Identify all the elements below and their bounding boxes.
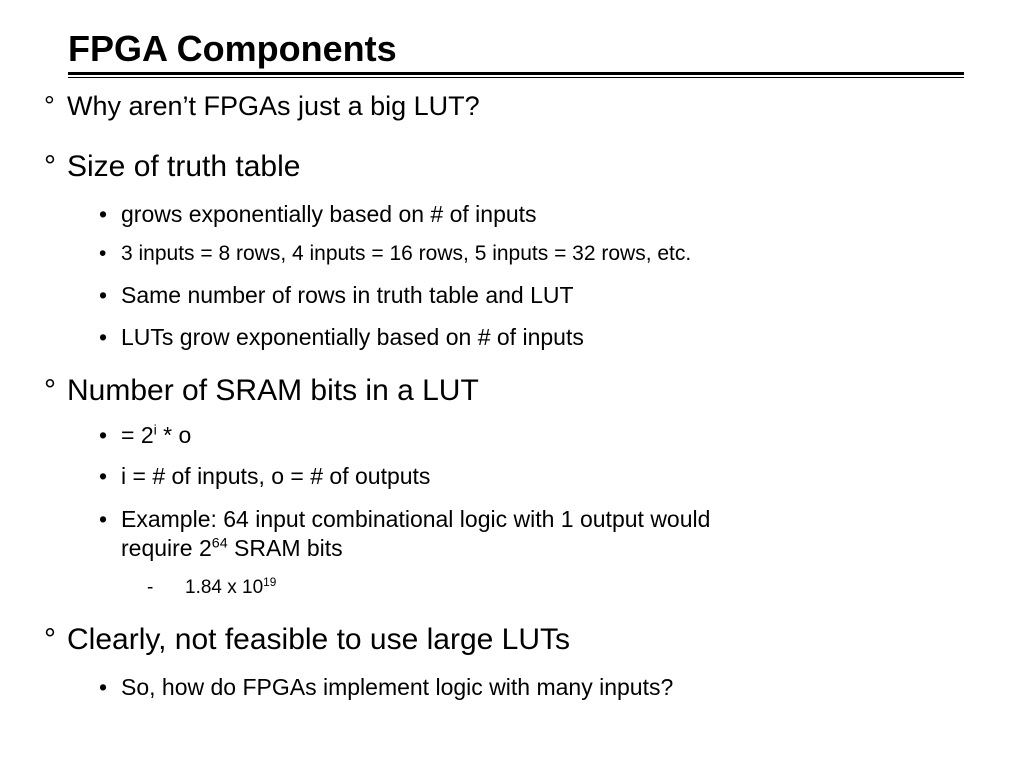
bullet-text: Number of SRAM bits in a LUT — [67, 374, 479, 407]
degree-bullet-icon: ° — [44, 150, 56, 183]
sub-bullet-text: 3 inputs = 8 rows, 4 inputs = 16 rows, 5 inputs = 32 rows, etc. — [121, 242, 692, 265]
example-exponent: 64 — [211, 535, 228, 552]
sub-bullet-example-continued — [99, 534, 343, 562]
formula-exponent: i — [153, 422, 157, 439]
dot-bullet-icon: • — [99, 422, 108, 448]
sub-bullet-text: i = # of inputs, o = # of outputs — [121, 463, 431, 489]
slide-title: FPGA Components — [68, 28, 397, 69]
dot-bullet-icon: • — [99, 463, 108, 489]
sub-bullet-text: So, how do FPGAs implement logic with many inputs? — [121, 674, 674, 700]
dot-bullet-icon: • — [99, 674, 108, 700]
sub-bullet-how-implement — [99, 673, 673, 701]
title-underline-thin — [68, 77, 964, 78]
example-line-1: Example: 64 input combinational logic with 1 output would — [121, 506, 711, 532]
dash-bullet-icon: - — [147, 577, 154, 598]
degree-bullet-icon: ° — [44, 374, 56, 407]
sub-bullet-variables — [99, 462, 430, 490]
sub-bullet-example — [99, 505, 710, 533]
value-prefix: 1.84 x 10 — [185, 577, 264, 598]
sub-bullet-luts-grow — [99, 323, 584, 351]
bullet-size-of-truth-table — [44, 150, 300, 184]
sub-bullet-row-counts — [99, 240, 691, 268]
example-line-2-prefix: require 2 — [121, 535, 212, 561]
bullet-why-not-big-lut — [44, 90, 480, 122]
degree-bullet-icon: ° — [44, 91, 55, 121]
subsub-bullet-value — [147, 576, 276, 600]
sub-bullet-grows-exponentially — [99, 200, 537, 228]
bullet-not-feasible — [44, 623, 570, 657]
bullet-sram-bits — [44, 374, 479, 408]
dot-bullet-icon: • — [99, 201, 108, 227]
dot-bullet-icon: • — [99, 324, 108, 350]
sub-bullet-formula — [99, 421, 191, 449]
formula-prefix: = 2 — [121, 422, 154, 448]
value-exponent: 19 — [263, 575, 277, 589]
bullet-text: Why aren’t FPGAs just a big LUT? — [67, 91, 480, 121]
example-line-2-suffix: SRAM bits — [227, 535, 343, 561]
title-underline — [68, 72, 964, 78]
degree-bullet-icon: ° — [44, 623, 56, 656]
sub-bullet-same-rows — [99, 281, 574, 309]
formula-suffix: * o — [156, 422, 192, 448]
dot-bullet-icon: • — [99, 282, 108, 308]
sub-bullet-text: grows exponentially based on # of inputs — [121, 201, 537, 227]
sub-bullet-text: Same number of rows in truth table and LUT — [121, 282, 574, 308]
dot-bullet-icon: • — [99, 506, 108, 532]
dot-bullet-icon: • — [99, 242, 107, 265]
title-underline-thick — [68, 72, 964, 75]
bullet-text: Clearly, not feasible to use large LUTs — [67, 623, 571, 656]
sub-bullet-text: LUTs grow exponentially based on # of inputs — [121, 324, 584, 350]
bullet-text: Size of truth table — [67, 150, 301, 183]
